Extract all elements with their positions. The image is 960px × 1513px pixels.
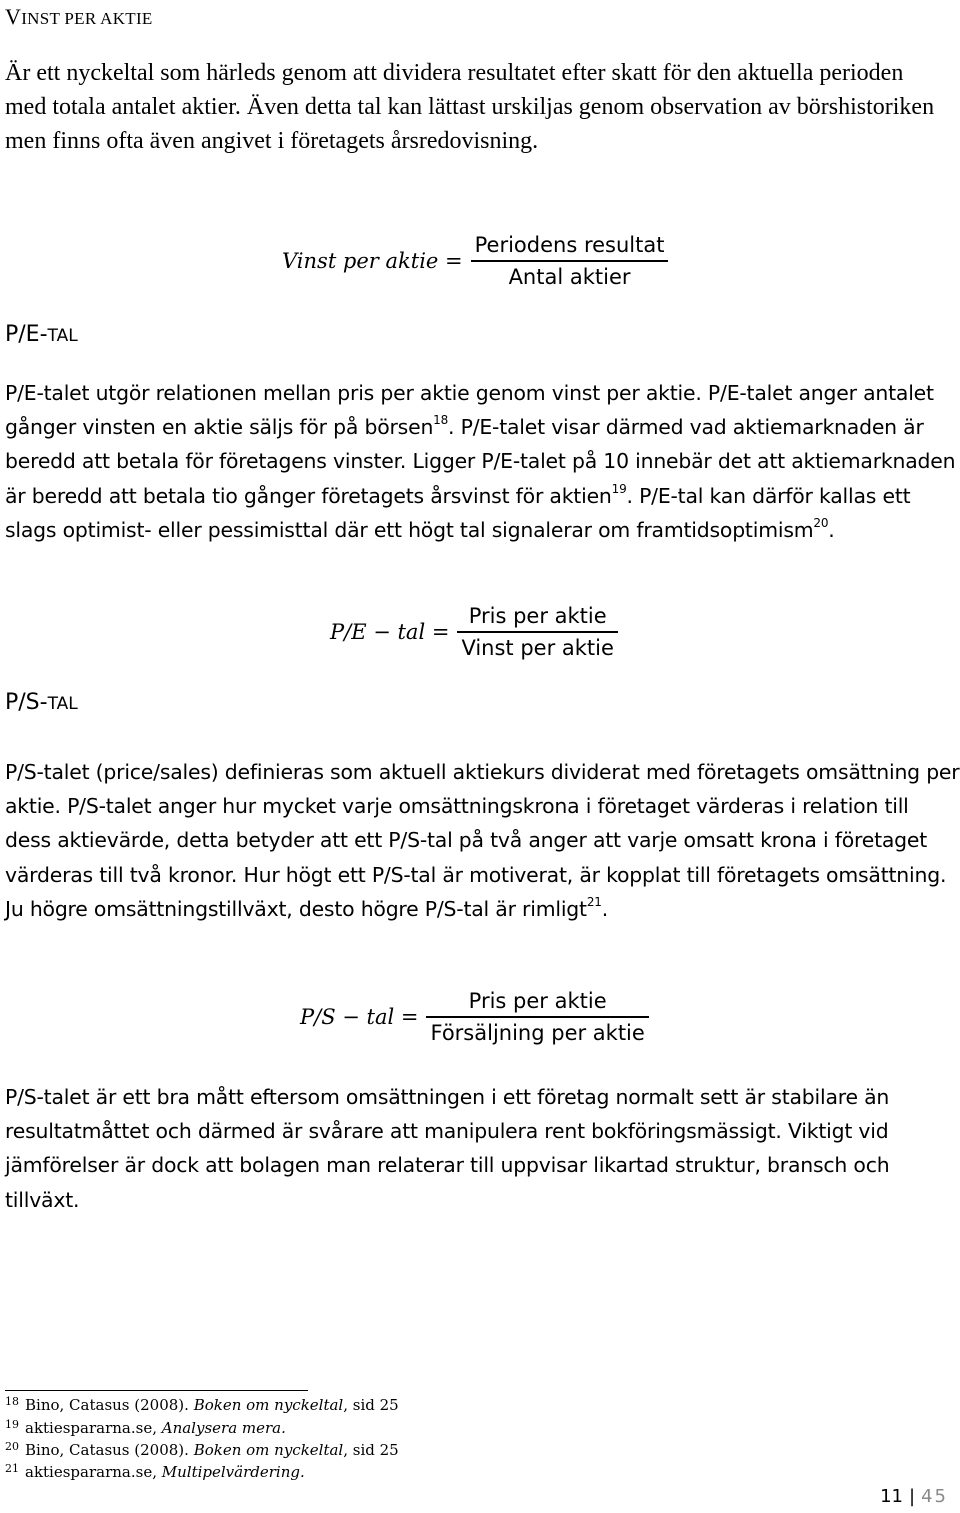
heading-initial: P/S-: [5, 690, 48, 715]
fraction: [457, 601, 617, 663]
pe-paragraph: [5, 376, 960, 547]
page-number: [880, 1486, 948, 1507]
heading-initial: V: [5, 4, 22, 29]
ps-text-1: P/S-talet (price/sales) definieras som aktuell aktiekurs dividerat med företagets omsättning per aktie. P/S-talet anger hur mycket varje omsättningskrona i företaget värderas i relation till dess aktievärde, detta betyder att ett P/S-tal på två anger att varje omsatt krona i företaget värderas till två kronor. Hur högt ett P/S-tal är motiverat, är kopplat till företagets omsättning. Ju högre omsättningstillväxt, desto högre P/S-tal är rimligt: [5, 760, 960, 921]
ps-paragraph: [5, 755, 960, 926]
footnote-20: [5, 1440, 399, 1462]
fraction: [471, 230, 669, 292]
formula-pe-tal: [330, 601, 618, 663]
footnote-number: 19: [5, 1418, 19, 1431]
footnote-tail: , sid 25: [343, 1441, 399, 1459]
footnote-ref-19[interactable]: 19: [611, 481, 627, 496]
formula-lhs: P/E − tal =: [330, 620, 450, 644]
footnote-title: Analysera mera.: [161, 1419, 286, 1437]
footnote-text: Bino, Catasus (2008).: [25, 1396, 194, 1414]
footnote-number: 18: [5, 1395, 19, 1408]
fraction-numerator: Periodens resultat: [474, 233, 665, 257]
fraction-denominator: Antal aktier: [508, 265, 631, 289]
intro-paragraph: Är ett nyckeltal som härleds genom att dividera resultatet efter skatt för den aktuella perioden med totala antalet aktier. Även detta tal kan lättast urskiljas genom observation av börshistoriken men finns ofta även angivet i företagets årsredovisning.: [5, 60, 935, 154]
footnote-number: 20: [5, 1440, 19, 1453]
page-total: 45: [921, 1486, 948, 1507]
footnote-18: [5, 1395, 399, 1417]
heading-rest: TAL: [47, 326, 78, 346]
pe-text-3: . P/E-tal kan därför kallas ett slags optimist- eller pessimisttal där ett högt tal signalerar om framtidsoptimism: [5, 483, 911, 542]
footnote-title: Boken om nyckeltal: [193, 1441, 344, 1459]
ps-closing-paragraph: P/S-talet är ett bra mått eftersom omsättningen i ett företag normalt sett är stabilare än resultatmåttet och därmed är svårare att manipulera rent bokföringsmässigt. Viktigt vid jämförelser är dock att bolagen man relaterar till uppvisar likartad struktur, bransch och tillväxt.: [5, 1085, 890, 1212]
formula-lhs: P/S − tal =: [300, 1005, 419, 1029]
fraction-denominator: Vinst per aktie: [461, 636, 614, 660]
footnote-text: Bino, Catasus (2008).: [25, 1441, 194, 1459]
fraction: [426, 986, 648, 1048]
fraction-numerator: Pris per aktie: [468, 989, 607, 1013]
heading-rest: INST PER AKTIE: [21, 9, 153, 28]
formula-ps-tal: [300, 986, 649, 1048]
pe-text-1: P/E-talet utgör relationen mellan pris per aktie genom vinst per aktie. P/E-talet anger antalet gånger vinsten en aktie säljs för på börsen: [5, 381, 934, 440]
ps-text-2: .: [601, 896, 609, 921]
heading-rest: TAL: [47, 694, 78, 714]
section-heading-ps-tal: [5, 690, 78, 715]
pe-text-4: .: [828, 517, 835, 542]
footnote-ref-18[interactable]: 18: [433, 413, 449, 428]
footnote-tail: , sid 25: [343, 1396, 399, 1414]
fraction-denominator: Försäljning per aktie: [430, 1021, 645, 1045]
footnote-title: Boken om nyckeltal: [193, 1396, 344, 1414]
formula-vinst-per-aktie: [282, 230, 668, 292]
footnote-19: [5, 1418, 286, 1440]
footnote-21: [5, 1462, 305, 1484]
fraction-numerator: Pris per aktie: [468, 604, 607, 628]
pe-text-2: . P/E-talet visar därmed vad aktiemarknaden är beredd att betala för företagens vinster. Ligger P/E-talet på 10 innebär det att aktiemarknaden är beredd att betala tio gånger företagets årsvinst för aktien: [5, 415, 956, 508]
footnote-ref-20[interactable]: 20: [813, 516, 829, 531]
heading-initial: P/E-: [5, 322, 48, 347]
footnote-ref-21[interactable]: 21: [586, 895, 602, 910]
footnote-title: Multipelvärdering.: [161, 1463, 305, 1481]
formula-lhs: Vinst per aktie =: [282, 249, 463, 273]
section-heading-vinst-per-aktie: [5, 4, 153, 30]
section-heading-pe-tal: [5, 322, 78, 347]
page-separator: |: [909, 1486, 916, 1507]
footnote-number: 21: [5, 1462, 19, 1475]
page-current: 11: [880, 1486, 904, 1507]
footnote-text: aktiespararna.se,: [25, 1419, 162, 1437]
footnote-text: aktiespararna.se,: [25, 1463, 162, 1481]
footnote-divider: [5, 1390, 308, 1391]
